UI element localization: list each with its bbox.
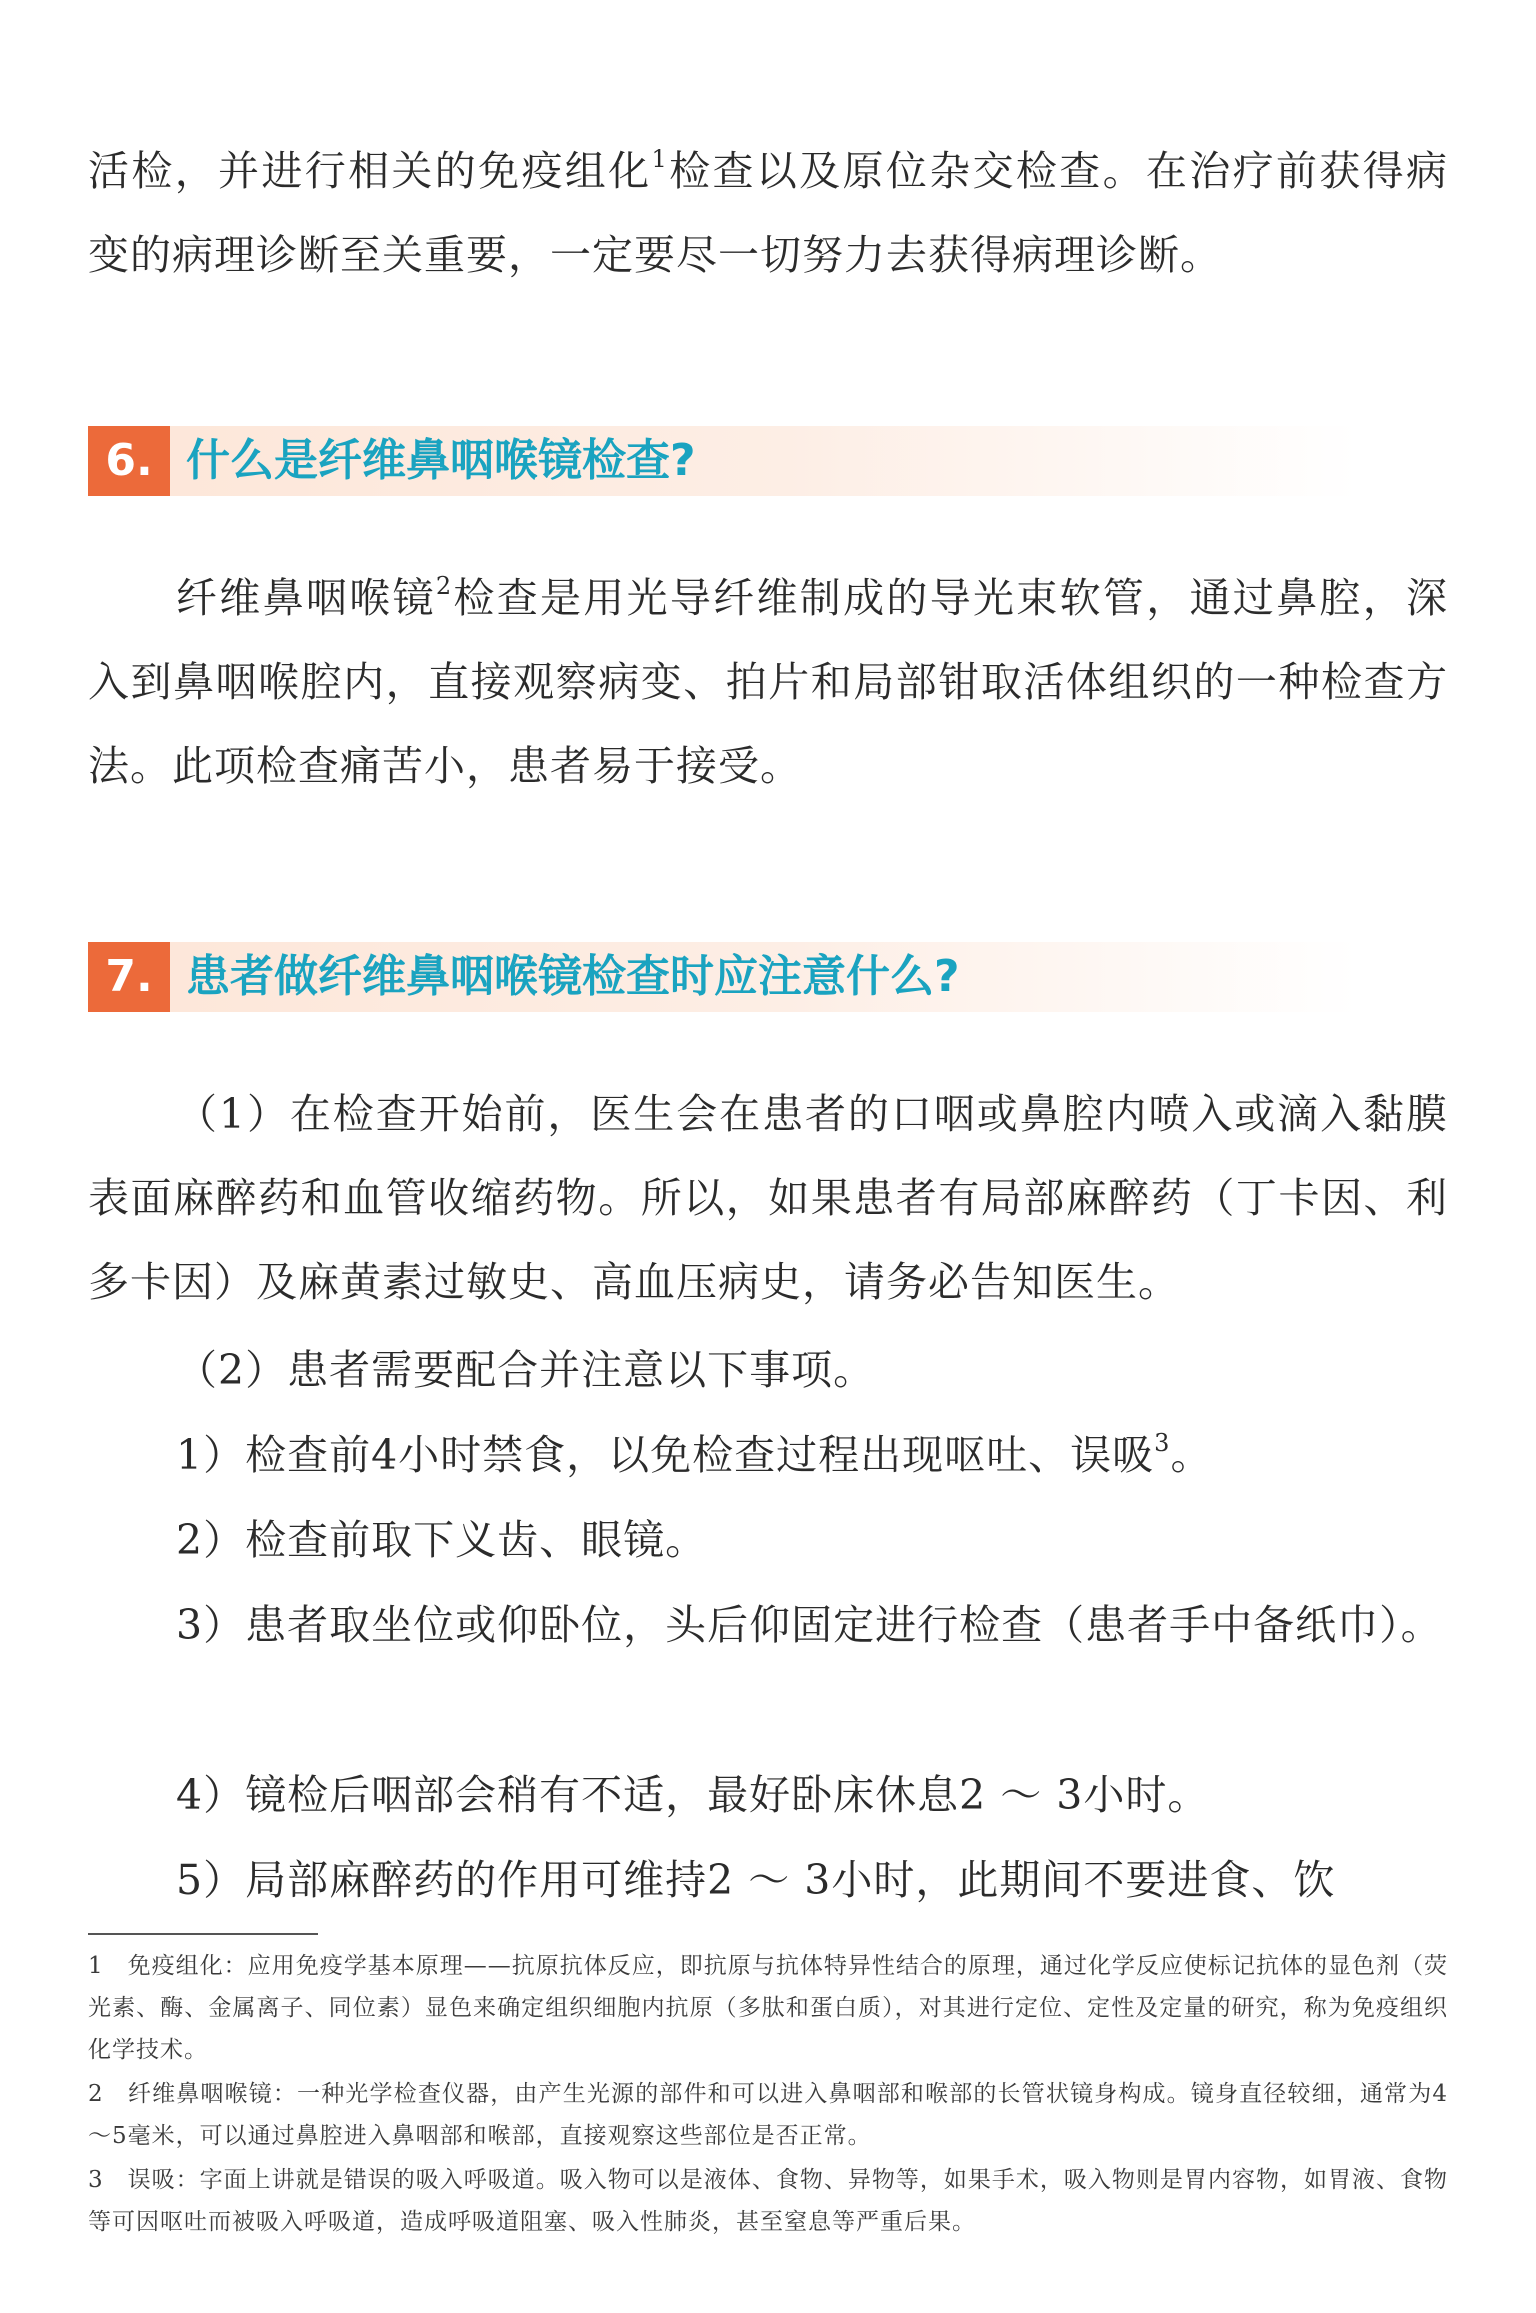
section-6-title: 什么是纤维鼻咽喉镜检查? (186, 435, 696, 486)
footnote-divider (88, 1933, 318, 1935)
footnote-ref-1[interactable]: 1 (651, 145, 668, 173)
sub-item-5: 5）局部麻醉药的作用可维持2 ～ 3小时，此期间不要进食、饮 (176, 1856, 1336, 1904)
footnote-2: 2 纤维鼻咽喉镜：一种光学检查仪器，由产生光源的部件和可以进入鼻咽部和喉部的长管状镜身构成。镜身直径较细，通常为4～5毫米，可以通过鼻腔进入鼻咽部和喉部，直接观察这些部位是否正常。 (88, 2081, 1448, 2149)
section-6-paragraph (88, 556, 1448, 808)
footnote-1: 1 免疫组化：应用免疫学基本原理——抗原抗体反应，即抗原与抗体特异性结合的原理，通过化学反应使标记抗体的显色剂（荧光素、酶、金属离子、同位素）显色来确定组织细胞内抗原（多肽和蛋白质），对其进行定位、定性及定量的研究，称为免疫组织化学技术。 (88, 1953, 1448, 2063)
section-7-title: 患者做纤维鼻咽喉镜检查时应注意什么? (186, 951, 960, 1002)
footnote-3: 3 误吸：字面上讲就是错误的吸入呼吸道。吸入物可以是液体、食物、异物等，如果手术，吸入物则是胃内容物，如胃液、食物等可因呕吐而被吸入呼吸道，造成呼吸道阻塞、吸入性肺炎，甚至窒息等严重后果。 (88, 2167, 1448, 2235)
intro-paragraph (88, 129, 1448, 297)
intro-text-a: 活检，并进行相关的免疫组化 (88, 147, 652, 195)
section-6-heading (88, 426, 1358, 496)
sub-item-2: 2）检查前取下义齿、眼镜。 (176, 1516, 708, 1564)
sub-item-4: 4）镜检后咽部会稍有不适，最好卧床休息2 ～ 3小时。 (176, 1771, 1210, 1819)
intro-text-b: 检查以及原位杂交检查。在治疗前获得病变的病理诊断至关重要，一定要尽一切努力去获得病理诊断。 (88, 147, 1449, 279)
sub-item-1-text: 1）检查前4小时禁食，以免检查过程出现呕吐、误吸 (176, 1431, 1155, 1479)
sub-item-3: 3）患者取坐位或仰卧位，头后仰固定进行检查（患者手中备纸巾）。 (176, 1601, 1443, 1649)
section-6-number: 6. (88, 426, 170, 496)
section-7-number: 7. (88, 942, 170, 1012)
list-item-1: （1）在检查开始前，医生会在患者的口咽或鼻腔内喷入或滴入黏膜表面麻醉药和血管收缩药物。所以，如果患者有局部麻醉药（丁卡因、利多卡因）及麻黄素过敏史、高血压病史，请务必告知医生。 (88, 1090, 1448, 1306)
footnote-ref-3[interactable]: 3 (1154, 1429, 1171, 1457)
section-7-heading (88, 942, 1358, 1012)
sub-item-1-end: 。 (1170, 1431, 1213, 1479)
footnote-ref-2[interactable]: 2 (435, 572, 453, 600)
section-6-text-b: 检查是用光导纤维制成的导光束软管，通过鼻腔，深入到鼻咽喉腔内，直接观察病变、拍片和局部钳取活体组织的一种检查方法。此项检查痛苦小，患者易于接受。 (88, 574, 1449, 790)
list-item-2: （2）患者需要配合并注意以下事项。 (176, 1346, 876, 1394)
section-6-text-a: 纤维鼻咽喉镜 (176, 574, 436, 622)
sub-item-1 (88, 1413, 1448, 1497)
